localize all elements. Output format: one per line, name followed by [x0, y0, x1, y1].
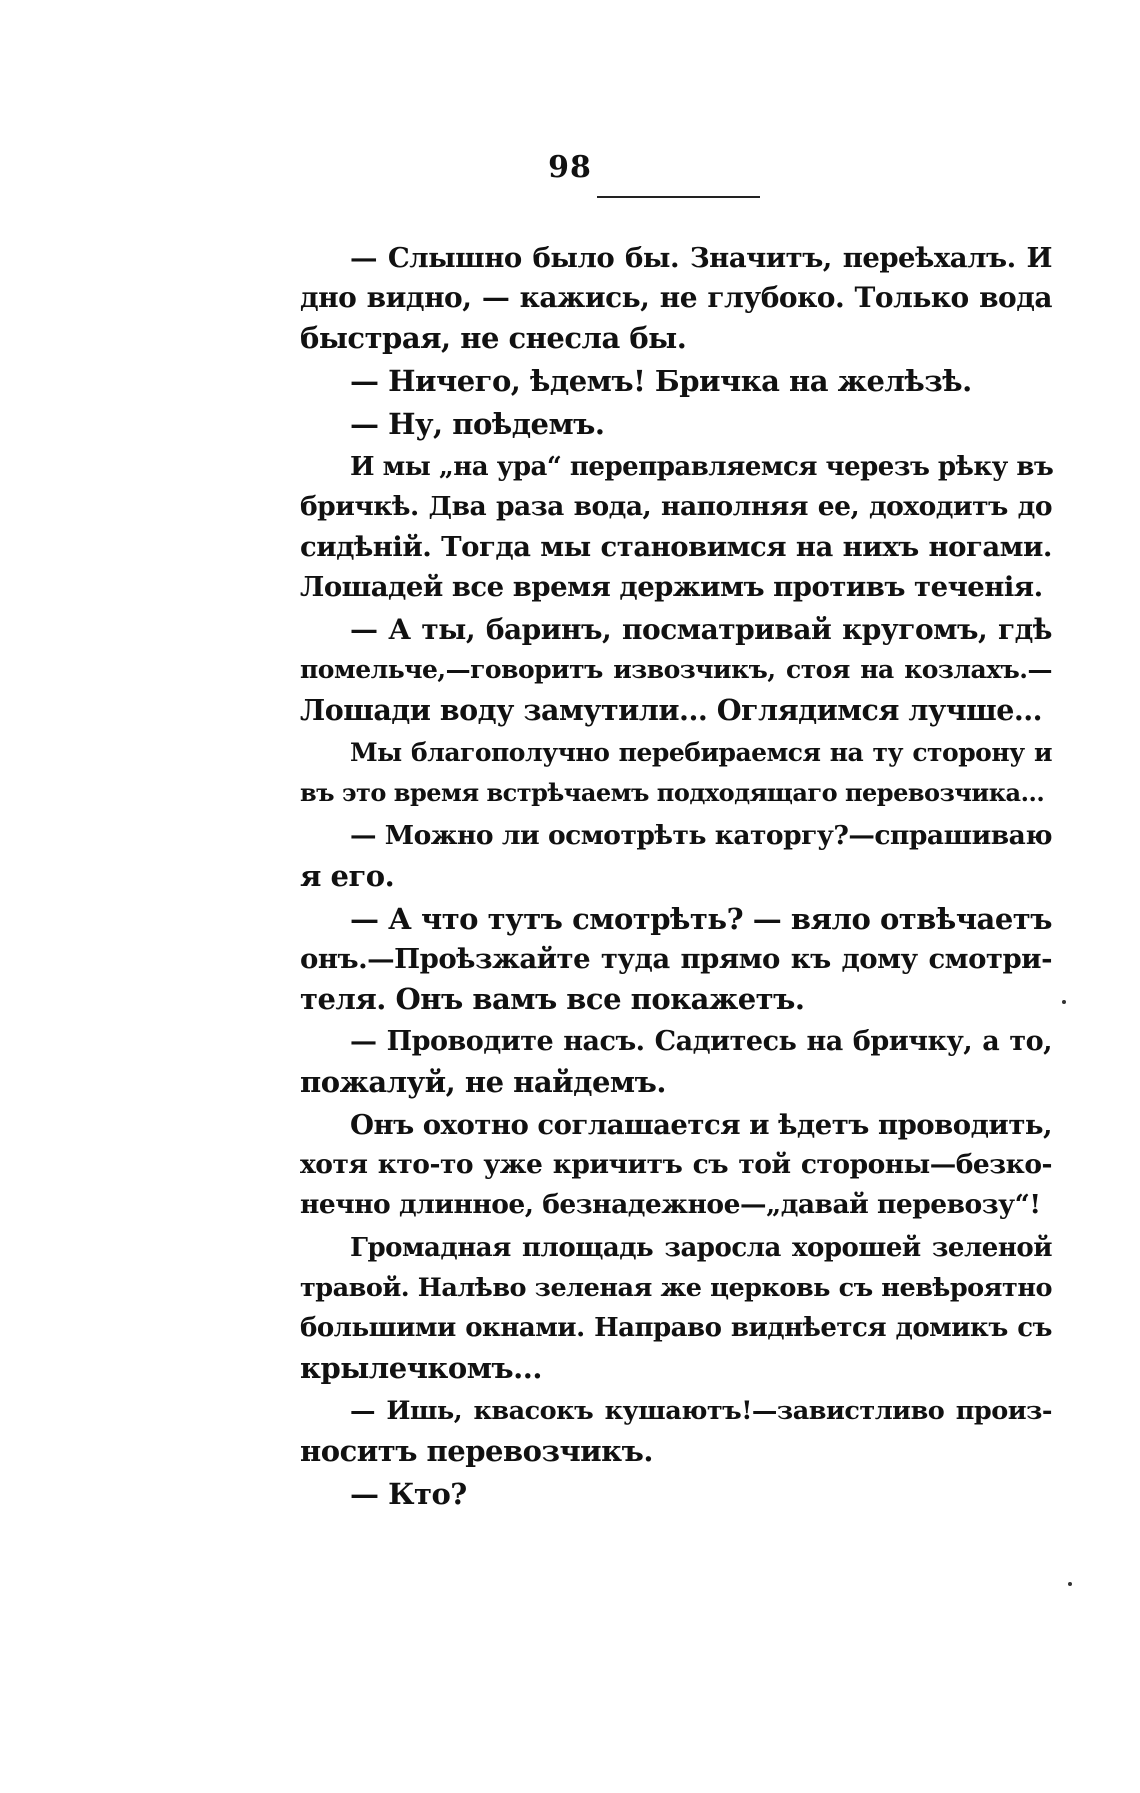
text-line: Лошадей все время держимъ противъ теченія. [300, 571, 1043, 603]
text-line: Громадная площадь заросла хорошей зеленой [350, 1233, 1052, 1263]
body-text [300, 238, 1052, 1514]
text-line: — Ишь, квасокъ кушаютъ!—завистливо произ- [350, 1396, 1052, 1426]
text-line: — Ну, поѣдемъ. [350, 407, 605, 441]
text-line: я его. [300, 859, 395, 893]
text-line: — Проводите насъ. Садитесь на бричку, а то, [350, 1026, 1052, 1057]
text-line: бричкѣ. Два раза вода, наполняя ее, доходитъ до [300, 491, 1052, 522]
text-line: сидѣній. Тогда мы становимся на нихъ ногами. [300, 531, 1052, 563]
text-line: — Ничего, ѣдемъ! Бричка на желѣзѣ. [350, 364, 972, 398]
text-line: — Кто? [350, 1477, 467, 1511]
text-line: дно видно, — кажись, не глубоко. Только вода [300, 281, 1052, 314]
page-number: 98 [548, 150, 592, 185]
margin-speck [1068, 1582, 1072, 1586]
text-line: большими окнами. Направо виднѣется домикъ съ [300, 1313, 1052, 1343]
text-line: носитъ перевозчикъ. [300, 1434, 653, 1468]
text-line: быстрая, не снесла бы. [300, 321, 687, 355]
text-line: Онъ охотно соглашается и ѣдетъ проводить, [350, 1109, 1053, 1141]
header-rule [597, 196, 760, 198]
text-line: въ это время встрѣчаемъ подходящаго перевозчика... [300, 778, 1045, 807]
text-line: нечно длинное, безнадежное—„давай перевозу“! [300, 1189, 1041, 1220]
text-line: — Слышно было бы. Значитъ, переѣхалъ. И [350, 242, 1052, 274]
text-line: онъ.—Проѣзжайте туда прямо къ дому смотри- [300, 943, 1052, 975]
text-line: — А ты, баринъ, посматривай кругомъ, гдѣ [350, 613, 1052, 646]
text-line: теля. Онъ вамъ все покажетъ. [300, 982, 805, 1016]
text-line: помельче,—говоритъ извозчикъ, стоя на козлахъ.— [300, 655, 1052, 684]
text-line: — А что тутъ смотрѣть? — вяло отвѣчаетъ [350, 902, 1052, 936]
text-line: — Можно ли осмотрѣть каторгу?—спрашиваю [350, 820, 1052, 851]
text-line: хотя кто-то уже кричитъ съ той стороны—безко- [300, 1149, 1052, 1180]
text-line: Лошади воду замутили... Оглядимся лучше... [300, 693, 1043, 727]
text-line: крылечкомъ... [300, 1351, 542, 1385]
text-line: И мы „на ура“ переправляемся черезъ рѣку въ [350, 452, 1054, 482]
margin-speck [1062, 1000, 1066, 1004]
text-line: пожалуй, не найдемъ. [300, 1065, 666, 1099]
text-line: травой. Налѣво зеленая же церковь съ невѣроятно [300, 1273, 1052, 1303]
text-line: Мы благополучно перебираемся на ту сторону и [350, 738, 1052, 767]
